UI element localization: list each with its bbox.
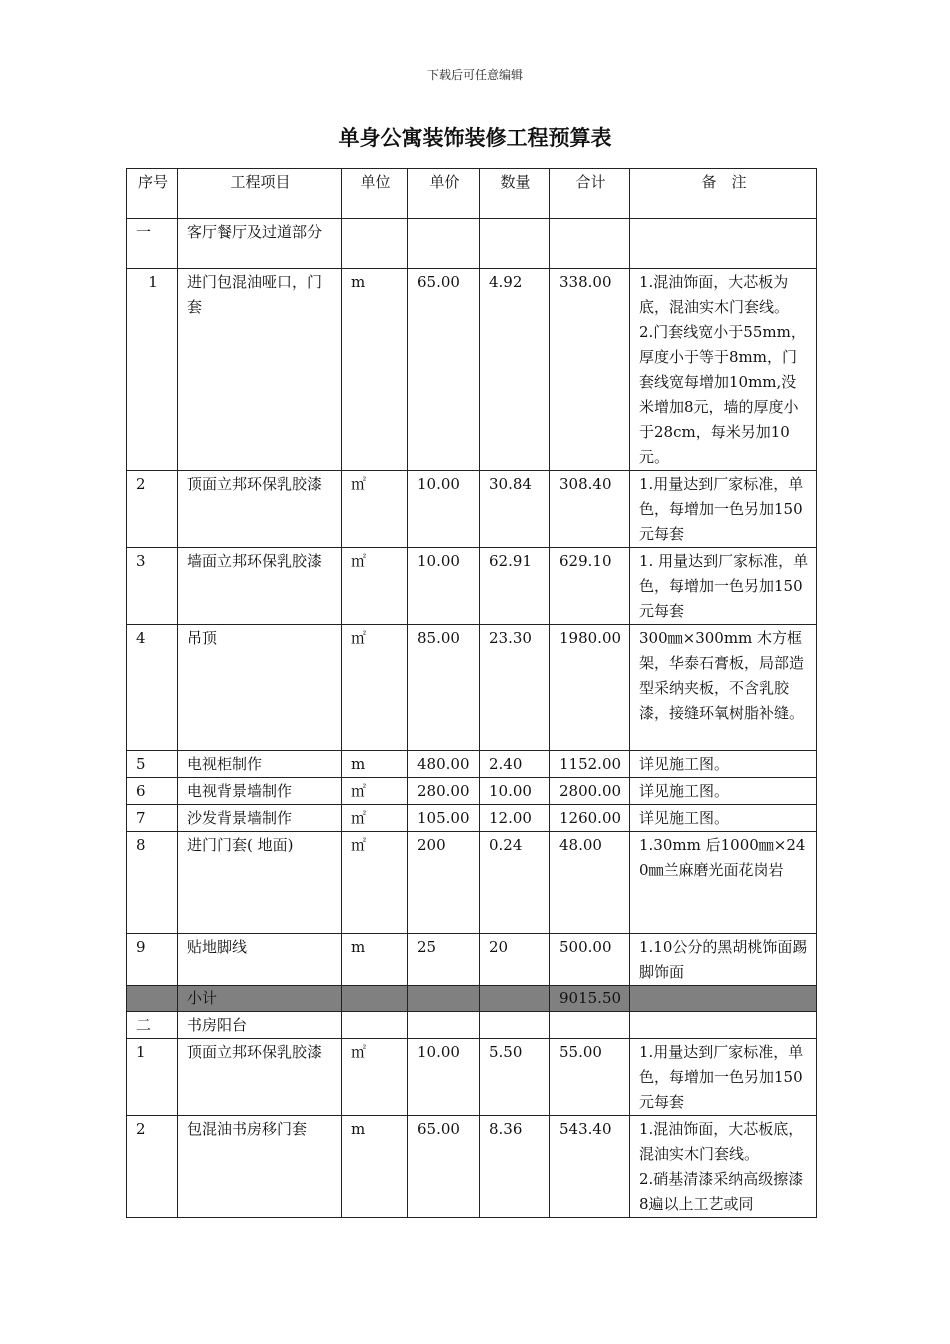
cell-item: 客厅餐厅及过道部分	[178, 219, 342, 269]
cell-total: 500.00	[550, 934, 630, 986]
header-cell-item: 工程项目	[178, 169, 342, 219]
cell-price: 200	[408, 832, 480, 934]
table-row	[127, 832, 817, 934]
cell-total: 308.40	[550, 471, 630, 548]
subtotal-label: 小计	[178, 986, 342, 1012]
cell-no: 5	[127, 751, 178, 778]
cell-price: 25	[408, 934, 480, 986]
cell-notes	[630, 832, 817, 934]
cell-unit: ㎡	[342, 548, 408, 625]
note-line: 1.用量达到厂家标准，单色，每增加一色另加150元每套	[639, 1043, 804, 1111]
cell-qty: 62.91	[480, 548, 550, 625]
cell-unit: ㎡	[342, 805, 408, 832]
subtotal-total: 9015.50	[550, 986, 630, 1012]
table-row	[127, 1012, 817, 1039]
header-cell-no: 序号	[127, 169, 178, 219]
cell-notes	[630, 548, 817, 625]
cell-price: 10.00	[408, 471, 480, 548]
table-row	[127, 1116, 817, 1218]
cell-no: 3	[127, 548, 178, 625]
note-line: 1.30mm 后1000㎜×240㎜兰麻磨光面花岗岩	[639, 836, 806, 879]
cell-unit: m	[342, 1116, 408, 1218]
cell-unit: ㎡	[342, 625, 408, 751]
header-cell-notes: 备 注	[630, 169, 817, 219]
subtotal-price-cell	[408, 986, 480, 1012]
cell-no: 1	[127, 269, 178, 471]
cell-item: 顶面立邦环保乳胶漆	[178, 1039, 342, 1116]
cell-item: 吊顶	[178, 625, 342, 751]
cell-no: 7	[127, 805, 178, 832]
table-row	[127, 805, 817, 832]
cell-notes	[630, 751, 817, 778]
cell-qty: 4.92	[480, 269, 550, 471]
header-cell-price: 单价	[408, 169, 480, 219]
cell-no: 9	[127, 934, 178, 986]
cell-unit: ㎡	[342, 471, 408, 548]
table-row	[127, 269, 817, 471]
cell-item: 电视柜制作	[178, 751, 342, 778]
cell-notes	[630, 1012, 817, 1039]
cell-price: 280.00	[408, 778, 480, 805]
cell-notes	[630, 1039, 817, 1116]
table-row	[127, 548, 817, 625]
cell-qty: 20	[480, 934, 550, 986]
cell-total: 543.40	[550, 1116, 630, 1218]
cell-price: 65.00	[408, 1116, 480, 1218]
table-row	[127, 219, 817, 269]
subtotal-notes-cell	[630, 986, 817, 1012]
table-row	[127, 471, 817, 548]
note-line: 1.混油饰面，大芯板底，混油实木门套线。	[639, 1120, 804, 1163]
cell-no: 二	[127, 1012, 178, 1039]
cell-notes	[630, 805, 817, 832]
cell-unit: ㎡	[342, 832, 408, 934]
subtotal-unit-cell	[342, 986, 408, 1012]
header-cell-unit: 单位	[342, 169, 408, 219]
cell-no: 2	[127, 471, 178, 548]
note-line: 详见施工图。	[639, 809, 730, 827]
note-line: 1.10公分的黑胡桃饰面踢脚饰面	[639, 938, 808, 981]
cell-qty: 23.30	[480, 625, 550, 751]
cell-no: 一	[127, 219, 178, 269]
cell-unit: m	[342, 269, 408, 471]
subtotal-qty-cell	[480, 986, 550, 1012]
cell-price: 10.00	[408, 548, 480, 625]
cell-total: 338.00	[550, 269, 630, 471]
cell-unit	[342, 219, 408, 269]
cell-total: 55.00	[550, 1039, 630, 1116]
header-cell-total: 合计	[550, 169, 630, 219]
cell-item: 顶面立邦环保乳胶漆	[178, 471, 342, 548]
cell-qty: 8.36	[480, 1116, 550, 1218]
cell-item: 包混油书房移门套	[178, 1116, 342, 1218]
cell-qty	[480, 219, 550, 269]
table-header-row	[127, 169, 817, 219]
note-line: 1.用量达到厂家标准，单色，每增加一色另加150元每套	[639, 475, 804, 543]
cell-item: 贴地脚线	[178, 934, 342, 986]
subtotal-no-cell	[127, 986, 178, 1012]
note-line: 详见施工图。	[639, 782, 730, 800]
cell-qty: 30.84	[480, 471, 550, 548]
note-line: 详见施工图。	[639, 755, 730, 773]
cell-total: 48.00	[550, 832, 630, 934]
cell-price: 105.00	[408, 805, 480, 832]
cell-notes	[630, 934, 817, 986]
cell-notes	[630, 269, 817, 471]
table-row	[127, 934, 817, 986]
note-line: 1.混油饰面，大芯板为底，混油实木门套线。	[639, 273, 790, 316]
budget-table	[126, 168, 817, 1218]
cell-item: 进门门套( 地面)	[178, 832, 342, 934]
cell-item: 书房阳台	[178, 1012, 342, 1039]
table-row	[127, 778, 817, 805]
cell-no: 8	[127, 832, 178, 934]
cell-qty: 0.24	[480, 832, 550, 934]
cell-item: 电视背景墙制作	[178, 778, 342, 805]
cell-total	[550, 219, 630, 269]
cell-notes	[630, 778, 817, 805]
cell-total	[550, 1012, 630, 1039]
cell-qty: 10.00	[480, 778, 550, 805]
cell-no: 6	[127, 778, 178, 805]
subtotal-row	[127, 986, 817, 1012]
cell-notes	[630, 625, 817, 751]
note-line: 2.硝基清漆采纳高级擦漆8遍以上工艺或同	[639, 1170, 804, 1213]
header-cell-qty: 数量	[480, 169, 550, 219]
table-row	[127, 625, 817, 751]
note-line: 1. 用量达到厂家标准，单色，每增加一色另加150元每套	[639, 552, 809, 620]
cell-no: 4	[127, 625, 178, 751]
top-note: 下载后可任意编辑	[426, 68, 523, 82]
cell-price	[408, 1012, 480, 1039]
cell-qty: 12.00	[480, 805, 550, 832]
cell-total: 1260.00	[550, 805, 630, 832]
cell-unit: ㎡	[342, 1039, 408, 1116]
cell-total: 2800.00	[550, 778, 630, 805]
cell-qty: 2.40	[480, 751, 550, 778]
cell-unit: m	[342, 751, 408, 778]
cell-price: 65.00	[408, 269, 480, 471]
cell-qty: 5.50	[480, 1039, 550, 1116]
cell-unit: ㎡	[342, 778, 408, 805]
cell-total: 1152.00	[550, 751, 630, 778]
cell-unit: m	[342, 934, 408, 986]
cell-total: 629.10	[550, 548, 630, 625]
note-line: 2.门套线宽小于55mm，厚度小于等于8mm，门套线宽每增加10mm,没米增加8元，墙的厚度小于28cm，每米另加10元。	[639, 323, 806, 466]
cell-notes	[630, 219, 817, 269]
cell-total: 1980.00	[550, 625, 630, 751]
cell-no: 1	[127, 1039, 178, 1116]
cell-no: 2	[127, 1116, 178, 1218]
cell-item: 沙发背景墙制作	[178, 805, 342, 832]
cell-notes	[630, 471, 817, 548]
cell-qty	[480, 1012, 550, 1039]
cell-price: 85.00	[408, 625, 480, 751]
table-row	[127, 751, 817, 778]
cell-price: 480.00	[408, 751, 480, 778]
table-row	[127, 1039, 817, 1116]
cell-item: 进门包混油哑口，门套	[178, 269, 342, 471]
cell-notes	[630, 1116, 817, 1218]
note-line: 300㎜×300mm 木方框架，华泰石膏板，局部造型采纳夹板，不含乳胶漆，接缝环氧树脂补缝。	[639, 629, 805, 722]
page-title: 单身公寓装饰装修工程预算表	[338, 126, 612, 150]
cell-price	[408, 219, 480, 269]
cell-item: 墙面立邦环保乳胶漆	[178, 548, 342, 625]
cell-unit	[342, 1012, 408, 1039]
cell-price: 10.00	[408, 1039, 480, 1116]
